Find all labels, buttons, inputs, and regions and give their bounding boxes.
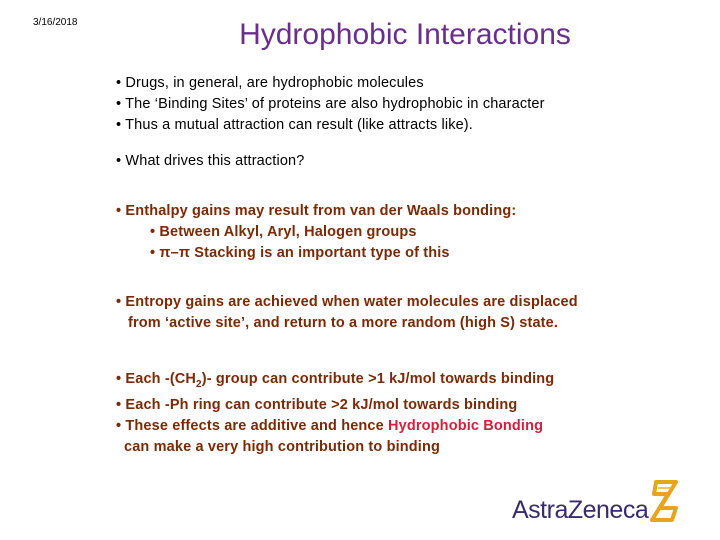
- slide-date: 3/16/2018: [33, 17, 78, 28]
- bullet-mutual-attraction: • Thus a mutual attraction can result (like attracts like).: [116, 117, 473, 133]
- question-block: [116, 151, 304, 172]
- ch2-suffix: )- group can contribute >1 kJ/mol towards binding: [201, 371, 555, 387]
- slide-title: Hydrophobic Interactions: [239, 18, 571, 51]
- ch2-prefix: • Each -(CH: [116, 371, 197, 387]
- logo-text: AstraZeneca: [512, 496, 649, 524]
- bullet-entropy: • Entropy gains are achieved when water molecules are displaced: [116, 294, 578, 310]
- pi-stacking-text: Stacking is an important type of this: [190, 245, 450, 261]
- entropy-continuation: from ‘active site’, and return to a more random (high S) state.: [128, 315, 559, 331]
- additive-prefix: • These effects are additive and hence: [116, 417, 389, 434]
- contribution-block: [116, 369, 554, 458]
- astrazeneca-logo: [512, 476, 702, 526]
- pi-bullet: •: [150, 245, 160, 261]
- entropy-block: [116, 292, 578, 334]
- bullet-additive: [116, 416, 554, 437]
- bullet-pi-stacking: [116, 243, 516, 264]
- bullet-binding-sites: • The ‘Binding Sites’ of proteins are also hydrophobic in character: [116, 96, 545, 112]
- bullet-drugs: • Drugs, in general, are hydrophobic molecules: [116, 75, 424, 91]
- bullet-enthalpy: • Enthalpy gains may result from van der Waals bonding:: [116, 203, 517, 219]
- additive-continuation: can make a very high contribution to binding: [124, 438, 440, 455]
- bullet-alkyl-aryl: • Between Alkyl, Aryl, Halogen groups: [150, 224, 417, 240]
- bullet-ph: • Each -Ph ring can contribute >2 kJ/mol towards binding: [116, 396, 518, 413]
- logo-mark-icon: [646, 478, 682, 524]
- bullet-question: • What drives this attraction?: [116, 153, 305, 169]
- pi-pi-symbol: π–π: [159, 245, 191, 261]
- bullet-ch2: [116, 369, 554, 395]
- intro-bullets: [116, 73, 545, 136]
- ch2-subscript: 2: [196, 378, 202, 390]
- hydrophobic-bonding-highlight: Hydrophobic Bonding: [388, 417, 544, 434]
- enthalpy-block: [116, 201, 516, 264]
